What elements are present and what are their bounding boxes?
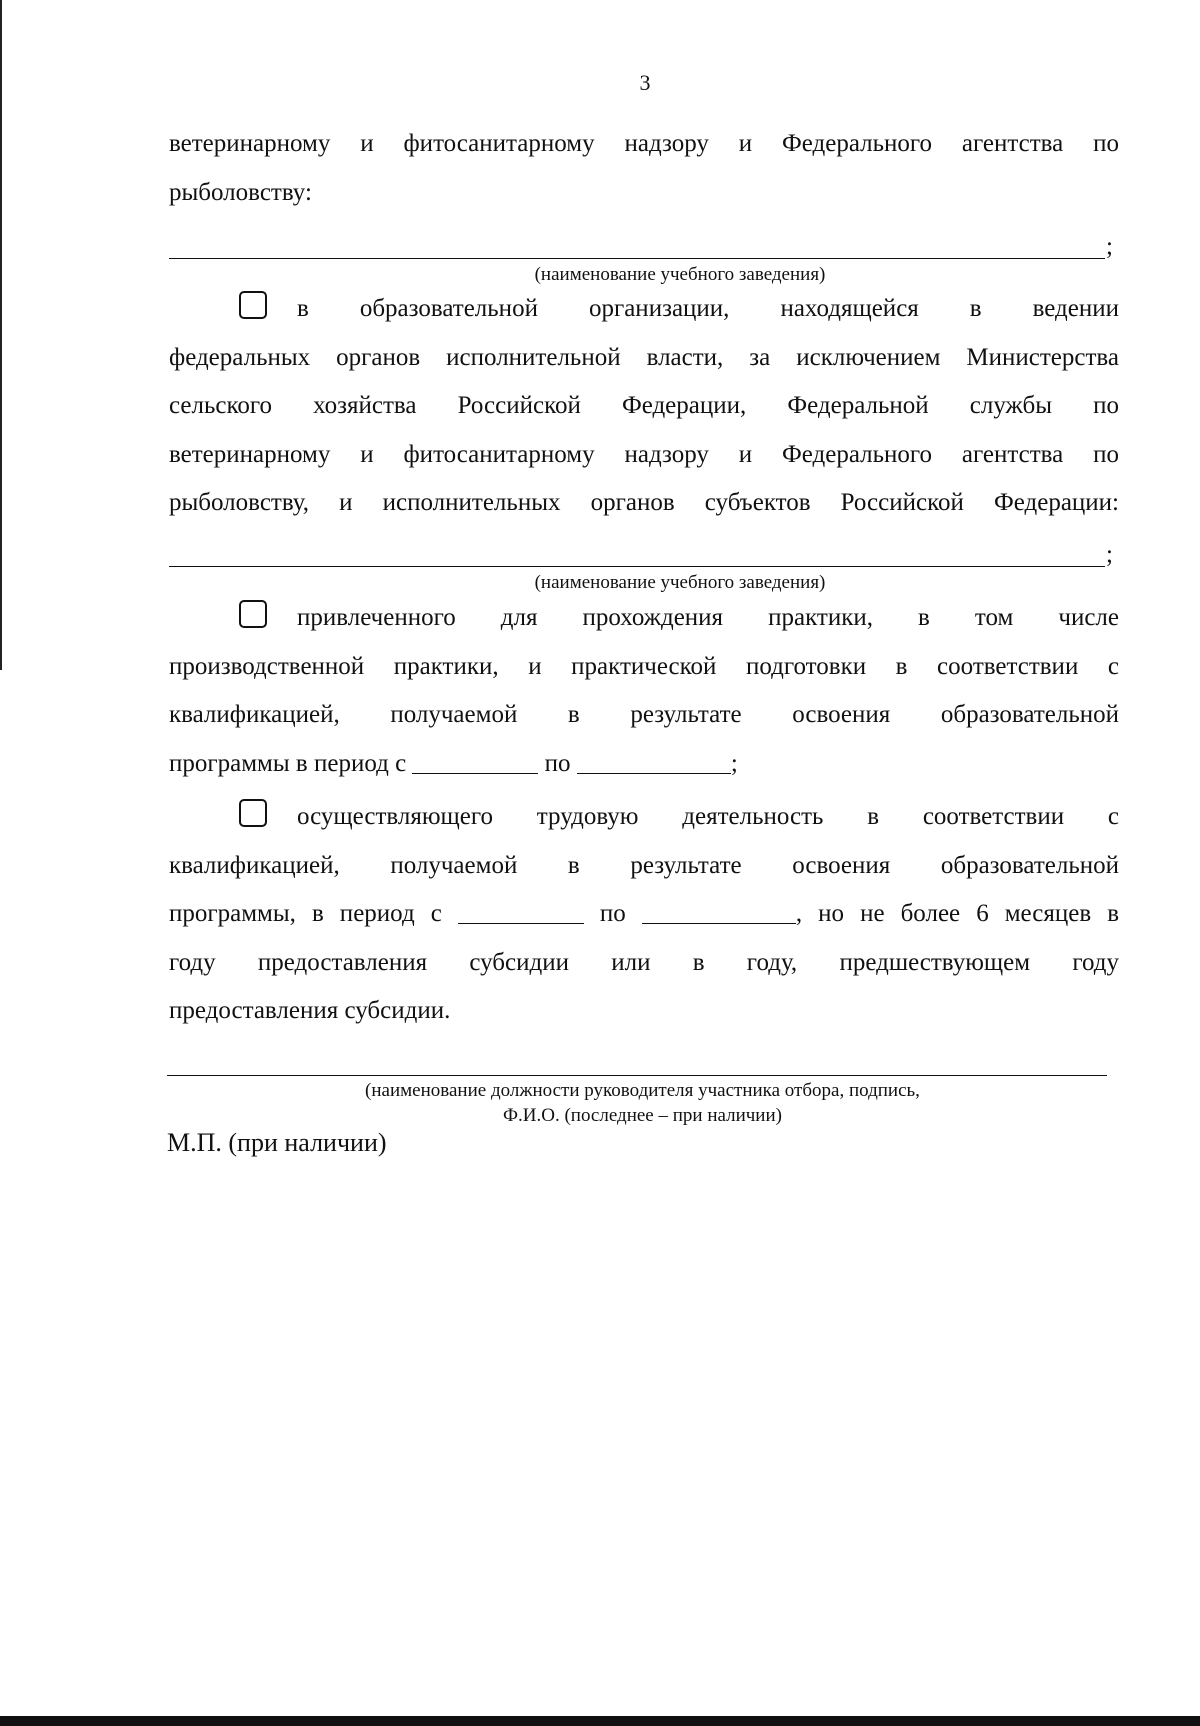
practice-start-date-blank[interactable] <box>412 751 538 774</box>
option-practice-line <box>169 594 1119 643</box>
fill-semicolon: ; <box>1106 233 1113 260</box>
institution-caption-2: (наименование учебного заведения) <box>534 572 826 593</box>
option-federal-line: федеральных органов исполнительной власти, за исключением Министерства <box>169 343 1119 371</box>
option-labor-line: квалификацией, получаемой в результате освоения образовательной <box>169 851 1119 879</box>
checkbox-federal-organization[interactable] <box>239 291 267 319</box>
institution-caption: (наименование учебного заведения) <box>534 264 826 285</box>
labor-start-date-blank[interactable] <box>458 901 584 924</box>
scan-edge-left <box>0 0 2 670</box>
checkbox-practice[interactable] <box>239 600 267 628</box>
labor-period-line: программы, в период с по , но не более 6 месяцев в <box>169 900 1119 927</box>
option-federal-line: рыболовству, и исполнительных органов субъектов Российской Федерации: <box>169 489 1119 516</box>
practice-period-line: программы в период с по ; <box>169 749 738 777</box>
option-federal-line <box>169 285 1119 334</box>
institution-fill-line-2[interactable] <box>169 566 1105 567</box>
option-practice <box>169 594 1119 788</box>
option-labor-line: году предоставления субсидии или в году, предшествующем году <box>169 948 1119 976</box>
fill-semicolon-2: ; <box>1106 541 1113 568</box>
practice-end-date-blank[interactable] <box>577 751 731 774</box>
option-federal-line: ветеринарному и фитосанитарному надзору и Федерального агентства по <box>169 440 1119 468</box>
signature-caption-line2: Ф.И.О. (последнее – при наличии) <box>503 1105 782 1126</box>
institution-fill-line[interactable] <box>169 258 1105 259</box>
option-labor <box>169 793 1119 1036</box>
intro-line: ветеринарному и фитосанитарному надзору и Федерального агентства по <box>169 130 1119 157</box>
option-practice-text: привлеченного для прохождения практики, в том числе <box>297 604 1119 631</box>
option-federal-line: сельского хозяйства Российской Федерации, Федеральной службы по <box>169 392 1119 419</box>
option-labor-line: предоставления субсидии. <box>169 997 451 1024</box>
option-labor-text: осуществляющего трудовую деятельность в соответствии с <box>297 803 1119 830</box>
checkbox-labor[interactable] <box>239 799 267 827</box>
option-practice-line: квалификацией, получаемой в результате освоения образовательной <box>169 701 1119 728</box>
page-number: 3 <box>639 70 651 95</box>
option-labor-line <box>169 793 1119 842</box>
intro-line: рыболовству: <box>169 178 312 206</box>
signature-caption-line1: (наименование должности руководителя участника отбора, подпись, <box>365 1080 920 1101</box>
option-federal-organization <box>169 285 1119 528</box>
intro-paragraph <box>169 120 1119 217</box>
scan-edge-bottom <box>0 1716 1200 1726</box>
option-practice-line: производственной практики, и практической подготовки в соответствии с <box>169 652 1119 680</box>
signature-fill-line[interactable] <box>167 1075 1107 1076</box>
stamp-note: М.П. (при наличии) <box>167 1128 387 1157</box>
labor-end-date-blank[interactable] <box>642 901 796 924</box>
option-federal-text: в образовательной организации, находящейся в ведении <box>297 295 1119 322</box>
